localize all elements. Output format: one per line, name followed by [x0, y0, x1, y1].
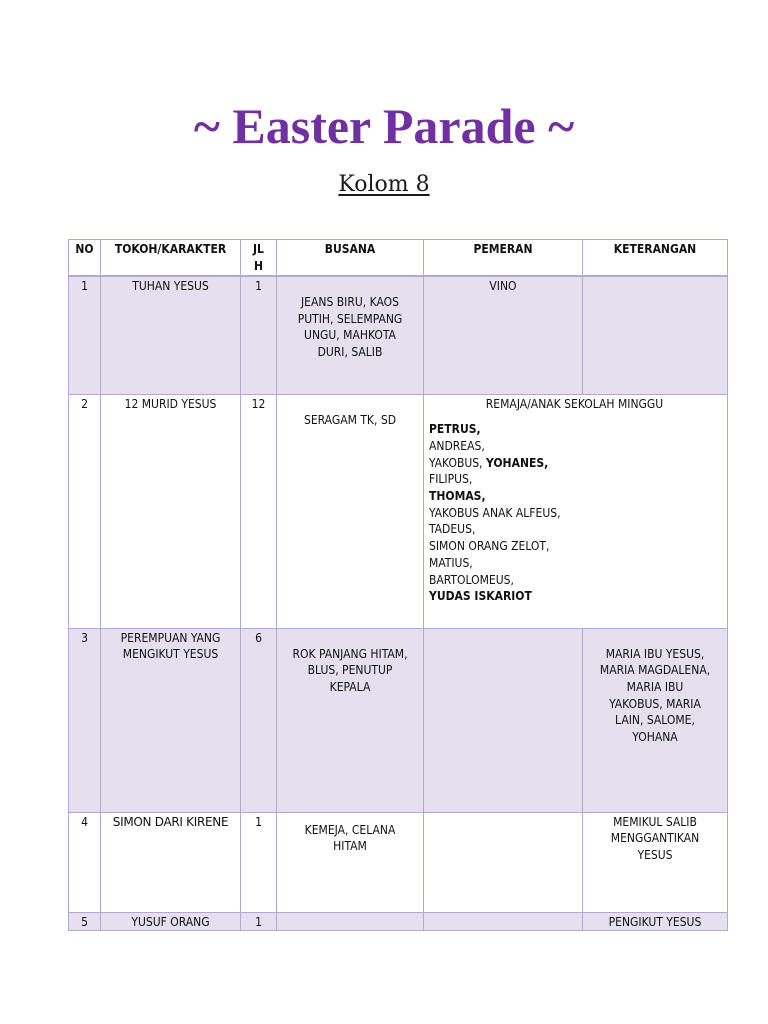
cell-jlh: 1 — [241, 276, 277, 394]
header-no: NO — [69, 240, 101, 277]
cell-busana — [277, 912, 424, 931]
cell-jlh: 6 — [241, 628, 277, 812]
cell-jlh: 1 — [241, 912, 277, 931]
header-pemeran: PEMERAN — [424, 240, 583, 277]
cell-pemeran: VINO — [424, 276, 583, 394]
cell-no: 3 — [69, 628, 101, 812]
table-header-row — [69, 240, 728, 277]
table-row — [69, 912, 728, 931]
page-subtitle: Kolom 8 — [338, 172, 430, 197]
cell-no: 4 — [69, 812, 101, 912]
cell-jlh: 12 — [241, 394, 277, 628]
cell-pemeran — [424, 812, 583, 912]
cell-busana: SERAGAM TK, SD — [277, 394, 424, 628]
cell-pemeran — [424, 912, 583, 931]
cell-tokoh: 12 MURID YESUS — [101, 394, 241, 628]
pemeran-heading: REMAJA/ANAK SEKOLAH MINGGU — [485, 396, 664, 411]
cell-no: 2 — [69, 394, 101, 628]
cell-busana: ROK PANJANG HITAM, BLUS, PENUTUP KEPALA — [277, 628, 424, 812]
cell-no: 1 — [69, 276, 101, 394]
page-title: ~ Easter Parade ~ — [193, 98, 575, 154]
cell-busana: KEMEJA, CELANA HITAM — [277, 812, 424, 912]
cell-keterangan: PENGIKUT YESUS — [583, 912, 728, 931]
cell-pemeran — [424, 628, 583, 812]
cell-tokoh: YUSUF ORANG — [101, 912, 241, 931]
cell-busana: JEANS BIRU, KAOS PUTIH, SELEMPANG UNGU, MAHKOTA DURI, SALIB — [277, 276, 424, 394]
cell-no: 5 — [69, 912, 101, 931]
cell-tokoh: PEREMPUAN YANG MENGIKUT YESUS — [101, 628, 241, 812]
cell-tokoh: SIMON DARI KIRENE — [101, 812, 241, 912]
header-keterangan: KETERANGAN — [583, 240, 728, 277]
cell-pemeran — [424, 394, 728, 628]
cell-tokoh: TUHAN YESUS — [101, 276, 241, 394]
table-row — [69, 628, 728, 812]
disciples-list: PETRUS, ANDREAS, YAKOBUS, YOHANES, FILIPUS, THOMAS, YAKOBUS ANAK ALFEUS, TADEUS, SIMON ORANG ZELOT, MATIUS, BARTOLOMEUS, YUDAS ISKARIOT — [429, 422, 561, 604]
header-busana: BUSANA — [277, 240, 424, 277]
cell-jlh: 1 — [241, 812, 277, 912]
cast-table — [68, 239, 728, 931]
table-row — [69, 394, 728, 628]
cell-keterangan: MARIA IBU YESUS, MARIA MAGDALENA, MARIA IBU YAKOBUS, MARIA LAIN, SALOME, YOHANA — [583, 628, 728, 812]
cell-keterangan: MEMIKUL SALIB MENGGANTIKAN YESUS — [583, 812, 728, 912]
table-row — [69, 812, 728, 912]
cell-keterangan — [583, 276, 728, 394]
header-tokoh: TOKOH/KARAKTER — [101, 240, 241, 277]
table-row — [69, 276, 728, 394]
header-jlh: JL H — [241, 240, 277, 277]
